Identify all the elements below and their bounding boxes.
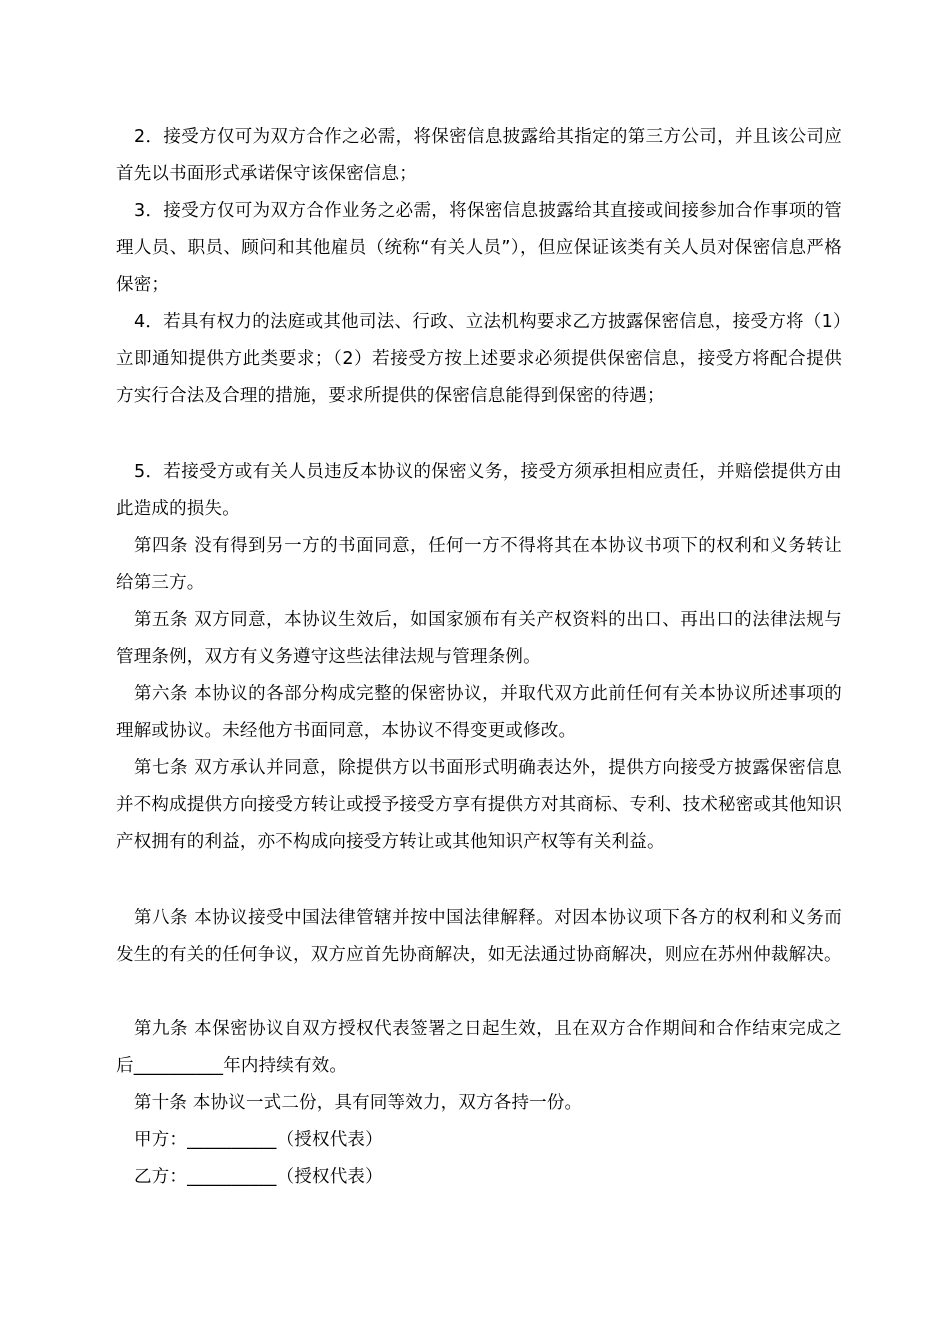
article-4: 第四条 没有得到另一方的书面同意，任何一方不得将其在本协议书项下的权利和义务转让给第三方。 <box>116 536 842 593</box>
clause-3-item-4: 4．若具有权力的法庭或其他司法、行政、立法机构要求乙方披露保密信息，接受方将（1）立即通知提供方此类要求；（2）若接受方按上述要求必须提供保密信息，接受方将配合提供方实行合法及合理的措施，要求所提供的保密信息能得到保密的待遇； <box>116 312 842 406</box>
article-5: 第五条 双方同意，本协议生效后，如国家颁布有关产权资料的出口、再出口的法律法规与管理条例，双方有义务遵守这些法律法规与管理条例。 <box>116 610 842 667</box>
party-b-signature-line: 乙方：__________（授权代表） <box>134 1167 383 1187</box>
article-8: 第八条 本协议接受中国法律管辖并按中国法律解释。对因本协议项下各方的权利和义务而发生的有关的任何争议，双方应首先协商解决，如无法通过协商解决，则应在苏州仲裁解决。 <box>116 908 842 965</box>
article-6: 第六条 本协议的各部分构成完整的保密协议，并取代双方此前任何有关本协议所述事项的理解或协议。未经他方书面同意，本协议不得变更或修改。 <box>116 684 842 741</box>
article-9: 第九条 本保密协议自双方授权代表签署之日起生效，且在双方合作期间和合作结束完成之后__________年内持续有效。 <box>116 1019 842 1076</box>
clause-3-item-2: 2．接受方仅可为双方合作之必需，将保密信息披露给其指定的第三方公司，并且该公司应首先以书面形式承诺保守该保密信息； <box>116 127 842 184</box>
article-10: 第十条 本协议一式二份，具有同等效力，双方各持一份。 <box>134 1093 583 1113</box>
party-a-signature-line: 甲方：__________（授权代表） <box>134 1130 383 1150</box>
clause-3-item-5: 5．若接受方或有关人员违反本协议的保密义务，接受方须承担相应责任，并赔偿提供方由此造成的损失。 <box>116 462 842 519</box>
article-7: 第七条 双方承认并同意，除提供方以书面形式明确表达外，提供方向接受方披露保密信息并不构成提供方向接受方转让或授予接受方享有提供方对其商标、专利、技术秘密或其他知识产权拥有的利益，亦不构成向接受方转让或其他知识产权等有关利益。 <box>116 758 842 852</box>
clause-3-item-3: 3．接受方仅可为双方合作业务之必需，将保密信息披露给其直接或间接参加合作事项的管理人员、职员、顾问和其他雇员（统称“有关人员”），但应保证该类有关人员对保密信息严格保密； <box>116 201 842 295</box>
